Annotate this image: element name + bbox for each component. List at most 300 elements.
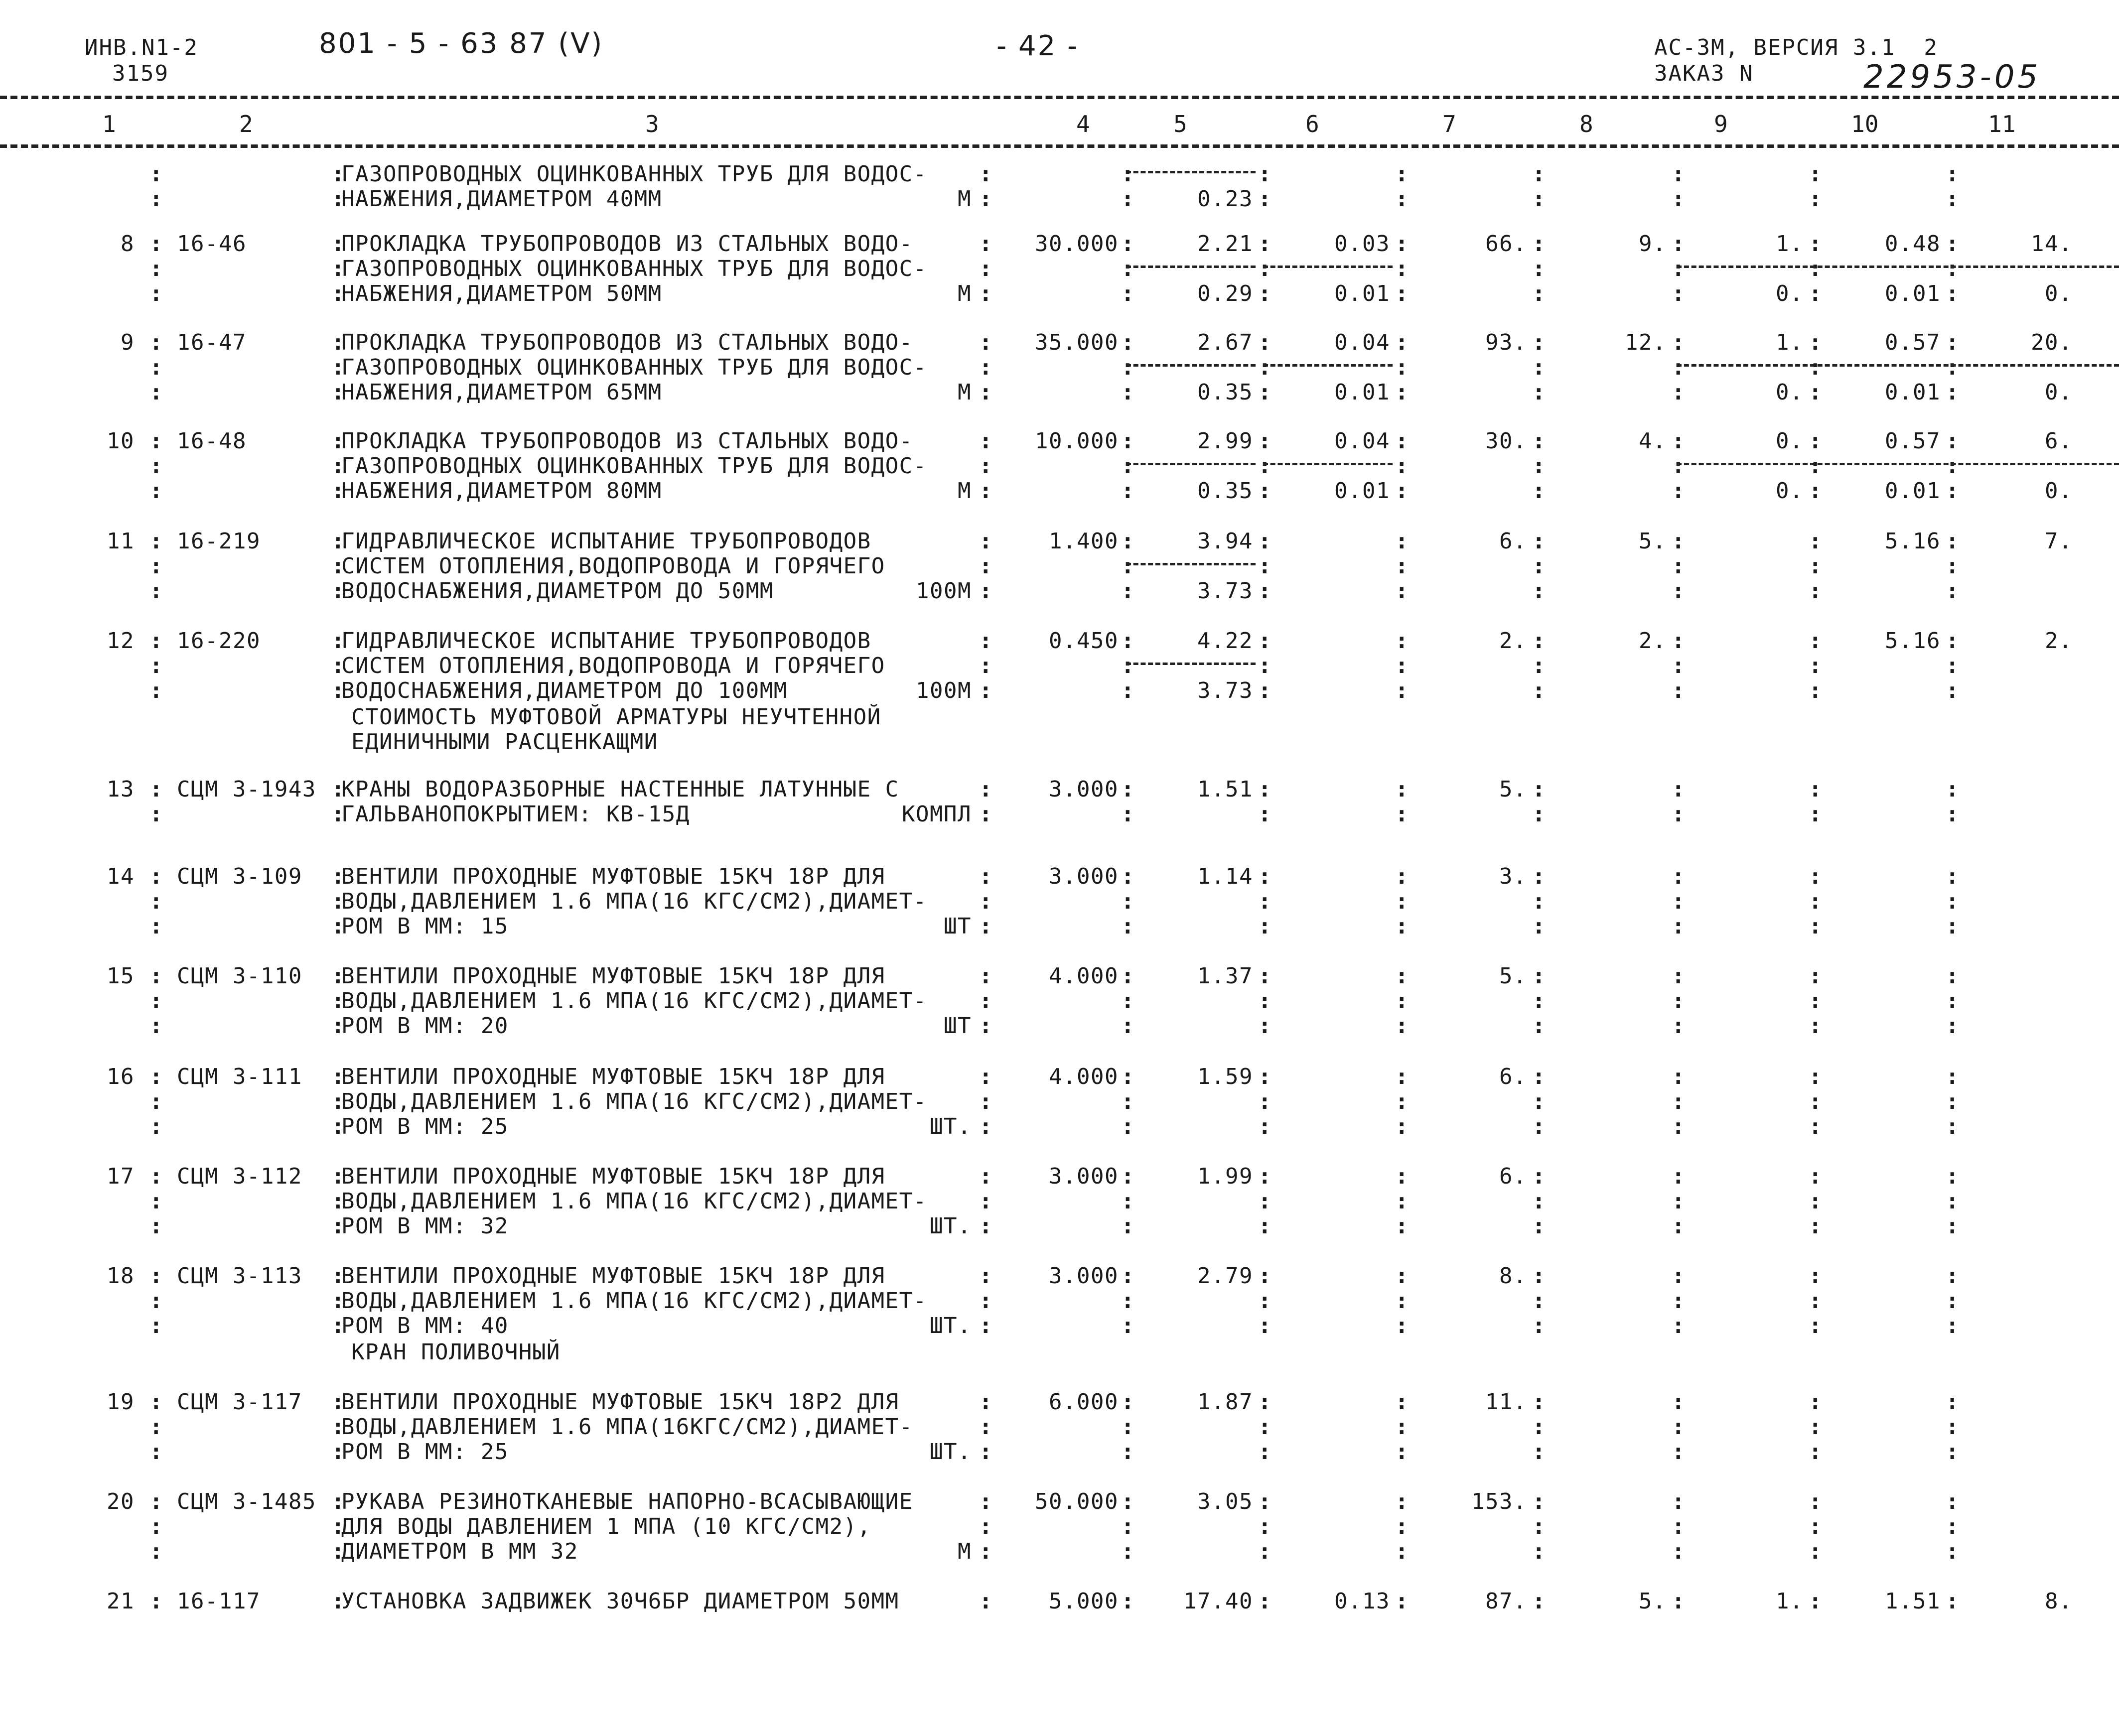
- row-description-line: ГАЗОПРОВОДНЫХ ОЦИНКОВАННЫХ ТРУБ ДЛЯ ВОДОС-: [341, 355, 927, 380]
- column-separator: :: [149, 914, 163, 939]
- row-c9b: 0.: [1776, 380, 1804, 405]
- column-separator: :: [979, 864, 992, 889]
- column-separator: :: [979, 1313, 992, 1338]
- column-separator: :: [1809, 553, 1822, 579]
- row-c7: 6.: [1499, 1164, 1527, 1189]
- column-separator: :: [1121, 1089, 1134, 1114]
- row-description-line: ВЕНТИЛИ ПРОХОДНЫЕ МУФТОВЫЕ 15КЧ 18Р ДЛЯ: [341, 864, 885, 889]
- row-number: 18: [107, 1263, 135, 1289]
- column-separator: :: [979, 801, 992, 827]
- column-separator: :: [1946, 628, 1959, 654]
- row-unit: ШТ.: [930, 1439, 972, 1465]
- order-number: 22953-05: [1863, 59, 2041, 96]
- row-c5: 1.59: [1197, 1064, 1253, 1089]
- column-separator: :: [1809, 1489, 1822, 1514]
- row-description-line: ГАЗОПРОВОДНЫХ ОЦИНКОВАННЫХ ТРУБ ДЛЯ ВОДОС-: [341, 161, 927, 187]
- column-separator: :: [979, 380, 992, 405]
- column-separator: :: [979, 889, 992, 914]
- col-6-header: 6: [1305, 111, 1319, 137]
- column-separator: :: [1258, 1064, 1271, 1089]
- row-c7: 153.: [1471, 1489, 1527, 1514]
- column-separator: :: [149, 281, 163, 306]
- row-c9b: 0.: [1776, 281, 1804, 306]
- column-separator: :: [331, 186, 345, 212]
- row-unit: М: [958, 380, 972, 405]
- column-separator: :: [1809, 678, 1822, 703]
- column-separator: :: [1809, 256, 1822, 281]
- column-separator: :: [331, 1589, 345, 1614]
- column-separator: :: [979, 186, 992, 212]
- section-note-line: КРАН ПОЛИВОЧНЫЙ: [351, 1339, 561, 1365]
- column-separator: :: [1946, 653, 1959, 678]
- column-separator: :: [1532, 553, 1546, 579]
- column-separator: :: [979, 988, 992, 1014]
- column-separator: :: [979, 1414, 992, 1440]
- column-separator: :: [1809, 1114, 1822, 1139]
- row-c6b: 0.01: [1334, 281, 1390, 306]
- column-separator: :: [331, 914, 345, 939]
- column-separator: :: [1121, 453, 1134, 479]
- row-unit: ШТ: [944, 914, 972, 939]
- column-separator: :: [1809, 1589, 1822, 1614]
- column-separator: :: [979, 161, 992, 187]
- row-c5: 1.14: [1197, 864, 1253, 889]
- column-separator: :: [1395, 330, 1409, 355]
- column-separator: :: [1946, 1189, 1959, 1214]
- row-c11: 8.: [2045, 1589, 2073, 1614]
- inventory-label: ИНВ.N1-2: [85, 35, 198, 60]
- column-separator: :: [1809, 1213, 1822, 1239]
- column-separator: :: [1946, 428, 1959, 454]
- column-separator: :: [1395, 1189, 1409, 1214]
- column-separator: :: [1258, 161, 1271, 187]
- column-separator: :: [1258, 889, 1271, 914]
- column-separator: :: [1258, 1013, 1271, 1039]
- column-separator: :: [1258, 628, 1271, 654]
- column-separator: :: [1121, 777, 1134, 802]
- column-separator: :: [1809, 428, 1822, 454]
- sub-divider: [1263, 364, 1393, 367]
- column-separator: :: [1672, 1288, 1685, 1314]
- col-8-header: 8: [1579, 111, 1593, 137]
- sub-divider: [1677, 364, 2119, 367]
- column-separator: :: [979, 777, 992, 802]
- column-separator: :: [331, 553, 345, 579]
- column-separator: :: [1809, 628, 1822, 654]
- column-separator: :: [1121, 963, 1134, 989]
- column-separator: :: [979, 231, 992, 257]
- column-separator: :: [1946, 453, 1959, 479]
- column-separator: :: [331, 1389, 345, 1415]
- column-separator: :: [149, 963, 163, 989]
- column-separator: :: [1809, 988, 1822, 1014]
- column-separator: :: [1258, 1288, 1271, 1314]
- column-separator: :: [979, 1514, 992, 1539]
- column-separator: :: [979, 1013, 992, 1039]
- column-separator: :: [1532, 678, 1546, 703]
- column-separator: :: [1946, 1013, 1959, 1039]
- column-separator: :: [1395, 428, 1409, 454]
- column-separator: :: [149, 1489, 163, 1514]
- column-separator: :: [1809, 1013, 1822, 1039]
- row-c7: 3.: [1499, 864, 1527, 889]
- column-separator: :: [1395, 1514, 1409, 1539]
- row-code: СЦМ 3-109: [177, 864, 302, 889]
- row-unit: М: [958, 1539, 972, 1564]
- header-divider-bottom: [0, 144, 2119, 148]
- row-c10b: 0.01: [1885, 380, 1941, 405]
- column-separator: :: [1258, 1514, 1271, 1539]
- column-separator: :: [1809, 529, 1822, 554]
- row-c9: 0.: [1776, 428, 1804, 454]
- sub-divider: [1263, 266, 1393, 268]
- column-separator: :: [1121, 1164, 1134, 1189]
- column-separator: :: [979, 1439, 992, 1465]
- row-description-line: КРАНЫ ВОДОРАЗБОРНЫЕ НАСТЕННЫЕ ЛАТУННЫЕ С: [341, 777, 899, 802]
- column-separator: :: [1672, 678, 1685, 703]
- column-separator: :: [1532, 1288, 1546, 1314]
- row-c9: 1.: [1776, 231, 1804, 257]
- column-separator: :: [149, 628, 163, 654]
- column-separator: :: [149, 453, 163, 479]
- row-description-line: ВЕНТИЛИ ПРОХОДНЫЕ МУФТОВЫЕ 15КЧ 18Р ДЛЯ: [341, 1064, 885, 1089]
- column-separator: :: [331, 1514, 345, 1539]
- column-separator: :: [1946, 1313, 1959, 1338]
- column-separator: :: [331, 1313, 345, 1338]
- row-description-line: СИСТЕМ ОТОПЛЕНИЯ,ВОДОПРОВОДА И ГОРЯЧЕГО: [341, 553, 885, 579]
- row-description-line: СИСТЕМ ОТОПЛЕНИЯ,ВОДОПРОВОДА И ГОРЯЧЕГО: [341, 653, 885, 678]
- column-separator: :: [979, 963, 992, 989]
- row-c4: 3.000: [1049, 1263, 1119, 1289]
- row-c10: 0.57: [1885, 428, 1941, 454]
- column-separator: :: [1946, 529, 1959, 554]
- column-separator: :: [1532, 380, 1546, 405]
- column-separator: :: [1258, 963, 1271, 989]
- row-number: 9: [121, 330, 135, 355]
- row-c8: 12.: [1625, 330, 1667, 355]
- column-separator: :: [331, 453, 345, 479]
- row-description-line: ВОДЫ,ДАВЛЕНИЕМ 1.6 МПА(16КГС/СМ2),ДИАМЕТ-: [341, 1414, 913, 1440]
- column-separator: :: [331, 256, 345, 281]
- column-separator: :: [1258, 1213, 1271, 1239]
- column-separator: :: [1121, 578, 1134, 604]
- sub-divider: [1126, 663, 1256, 665]
- column-separator: :: [331, 281, 345, 306]
- column-separator: :: [1258, 186, 1271, 212]
- column-separator: :: [1532, 988, 1546, 1014]
- row-code: 16-48: [177, 428, 247, 454]
- column-separator: :: [1121, 1589, 1134, 1614]
- column-separator: :: [331, 1189, 345, 1214]
- column-separator: :: [149, 578, 163, 604]
- row-c11b: 0.: [2045, 281, 2073, 306]
- column-separator: :: [1121, 1539, 1134, 1564]
- column-separator: :: [979, 678, 992, 703]
- column-separator: :: [149, 1263, 163, 1289]
- column-separator: :: [1946, 161, 1959, 187]
- column-separator: :: [1672, 330, 1685, 355]
- column-separator: :: [1121, 1114, 1134, 1139]
- column-separator: :: [1809, 578, 1822, 604]
- row-description-line: ГАЗОПРОВОДНЫХ ОЦИНКОВАННЫХ ТРУБ ДЛЯ ВОДОС-: [341, 256, 927, 281]
- column-separator: :: [149, 231, 163, 257]
- column-separator: :: [1672, 914, 1685, 939]
- column-separator: :: [1809, 1313, 1822, 1338]
- row-c8: 9.: [1639, 231, 1667, 257]
- column-separator: :: [1672, 1589, 1685, 1614]
- column-separator: :: [1121, 1514, 1134, 1539]
- column-separator: :: [1672, 1089, 1685, 1114]
- column-separator: :: [979, 1064, 992, 1089]
- column-separator: :: [1121, 1414, 1134, 1440]
- header-divider-top: [0, 96, 2119, 99]
- column-separator: :: [331, 161, 345, 187]
- row-description-line: ГИДРАВЛИЧЕСКОЕ ИСПЫТАНИЕ ТРУБОПРОВОДОВ: [341, 628, 871, 654]
- column-separator: :: [1258, 553, 1271, 579]
- column-separator: :: [1121, 281, 1134, 306]
- column-separator: :: [1258, 678, 1271, 703]
- row-number: 17: [107, 1164, 135, 1189]
- row-c7: 6.: [1499, 1064, 1527, 1089]
- column-separator: :: [331, 801, 345, 827]
- row-c4: 30.000: [1035, 231, 1119, 257]
- column-separator: :: [1809, 801, 1822, 827]
- row-description-line: НАБЖЕНИЯ,ДИАМЕТРОМ 50ММ: [341, 281, 662, 306]
- row-number: 20: [107, 1489, 135, 1514]
- column-separator: :: [149, 380, 163, 405]
- row-code: 16-117: [177, 1589, 261, 1614]
- row-c7: 30.: [1485, 428, 1527, 454]
- column-separator: :: [1532, 1414, 1546, 1440]
- column-separator: :: [1672, 963, 1685, 989]
- inventory-number: 3159: [112, 61, 169, 86]
- row-c9b: 0.: [1776, 478, 1804, 504]
- row-code: СЦМ 3-113: [177, 1263, 302, 1289]
- column-separator: :: [979, 1489, 992, 1514]
- column-separator: :: [1395, 161, 1409, 187]
- column-separator: :: [331, 1089, 345, 1114]
- column-separator: :: [1946, 1514, 1959, 1539]
- column-separator: :: [149, 889, 163, 914]
- column-separator: :: [149, 355, 163, 380]
- row-description-line: НАБЖЕНИЯ,ДИАМЕТРОМ 65ММ: [341, 380, 662, 405]
- column-separator: :: [1946, 1539, 1959, 1564]
- column-separator: :: [1121, 678, 1134, 703]
- row-c8: 5.: [1639, 1589, 1667, 1614]
- column-separator: :: [1532, 628, 1546, 654]
- column-separator: :: [979, 453, 992, 479]
- column-separator: :: [1946, 801, 1959, 827]
- column-separator: :: [331, 355, 345, 380]
- column-separator: :: [1258, 1114, 1271, 1139]
- column-separator: :: [1809, 1414, 1822, 1440]
- column-separator: :: [1258, 428, 1271, 454]
- column-separator: :: [979, 1288, 992, 1314]
- column-separator: :: [1532, 1439, 1546, 1465]
- column-separator: :: [1258, 1089, 1271, 1114]
- column-separator: :: [1809, 1263, 1822, 1289]
- column-separator: :: [1121, 231, 1134, 257]
- column-separator: :: [1258, 914, 1271, 939]
- column-separator: :: [1258, 1263, 1271, 1289]
- column-separator: :: [1121, 1439, 1134, 1465]
- row-c11b: 0.: [2045, 380, 2073, 405]
- row-c5: 3.05: [1197, 1489, 1253, 1514]
- column-separator: :: [1258, 578, 1271, 604]
- column-separator: :: [1946, 963, 1959, 989]
- column-separator: :: [1395, 1589, 1409, 1614]
- sub-divider: [1126, 364, 1256, 367]
- column-separator: :: [1395, 1414, 1409, 1440]
- column-separator: :: [1672, 186, 1685, 212]
- column-separator: :: [1395, 578, 1409, 604]
- column-separator: :: [1809, 963, 1822, 989]
- row-description-line: НАБЖЕНИЯ,ДИАМЕТРОМ 40ММ: [341, 186, 662, 212]
- column-separator: :: [149, 678, 163, 703]
- column-separator: :: [1395, 231, 1409, 257]
- column-separator: :: [979, 653, 992, 678]
- column-separator: :: [1121, 355, 1134, 380]
- column-separator: :: [1946, 1288, 1959, 1314]
- column-separator: :: [1672, 628, 1685, 654]
- column-separator: :: [1395, 653, 1409, 678]
- column-separator: :: [149, 801, 163, 827]
- column-separator: :: [149, 1439, 163, 1465]
- row-description-line: РОМ В ММ: 32: [341, 1213, 509, 1239]
- row-c5: 2.79: [1197, 1263, 1253, 1289]
- row-c10: 0.48: [1885, 231, 1941, 257]
- column-separator: :: [1532, 1013, 1546, 1039]
- column-separator: :: [1395, 1313, 1409, 1338]
- column-separator: :: [149, 256, 163, 281]
- column-separator: :: [331, 628, 345, 654]
- row-c4: 0.450: [1049, 628, 1119, 654]
- column-separator: :: [1532, 1213, 1546, 1239]
- column-separator: :: [1532, 231, 1546, 257]
- column-separator: :: [331, 1164, 345, 1189]
- column-separator: :: [1532, 453, 1546, 479]
- column-separator: :: [1258, 653, 1271, 678]
- column-separator: :: [1672, 1389, 1685, 1415]
- row-c11: 2.: [2045, 628, 2073, 654]
- column-separator: :: [1395, 1389, 1409, 1415]
- column-separator: :: [1121, 1189, 1134, 1214]
- col-2-header: 2: [239, 111, 253, 137]
- row-c5: 2.99: [1197, 428, 1253, 454]
- column-separator: :: [1672, 1439, 1685, 1465]
- column-separator: :: [1121, 256, 1134, 281]
- column-separator: :: [1121, 1489, 1134, 1514]
- column-separator: :: [1258, 478, 1271, 504]
- column-separator: :: [1121, 864, 1134, 889]
- column-separator: :: [1672, 1414, 1685, 1440]
- column-separator: :: [1672, 578, 1685, 604]
- sub-divider: [1126, 266, 1256, 268]
- column-separator: :: [979, 914, 992, 939]
- column-separator: :: [1395, 1089, 1409, 1114]
- column-separator: :: [979, 1089, 992, 1114]
- col-1-header: 1: [102, 111, 116, 137]
- column-separator: :: [1395, 988, 1409, 1014]
- column-separator: :: [149, 553, 163, 579]
- column-separator: :: [1946, 864, 1959, 889]
- row-c4: 6.000: [1049, 1389, 1119, 1415]
- column-separator: :: [1672, 355, 1685, 380]
- column-separator: :: [1809, 330, 1822, 355]
- column-separator: :: [1121, 1263, 1134, 1289]
- column-separator: :: [1946, 330, 1959, 355]
- row-code: СЦМ 3-1485: [177, 1489, 316, 1514]
- column-separator: :: [1672, 653, 1685, 678]
- column-separator: :: [331, 529, 345, 554]
- column-separator: :: [979, 256, 992, 281]
- column-separator: :: [1258, 330, 1271, 355]
- column-separator: :: [1395, 355, 1409, 380]
- row-c11: 20.: [2031, 330, 2073, 355]
- row-description-line: РОМ В ММ: 15: [341, 914, 509, 939]
- row-c4: 35.000: [1035, 330, 1119, 355]
- column-separator: :: [1395, 914, 1409, 939]
- column-separator: :: [331, 428, 345, 454]
- row-description-line: ВЕНТИЛИ ПРОХОДНЫЕ МУФТОВЫЕ 15КЧ 18Р ДЛЯ: [341, 963, 885, 989]
- column-separator: :: [1258, 1489, 1271, 1514]
- column-separator: :: [1395, 453, 1409, 479]
- row-c5: 2.21: [1197, 231, 1253, 257]
- column-separator: :: [1946, 380, 1959, 405]
- row-c5: 3.94: [1197, 529, 1253, 554]
- column-separator: :: [1946, 1414, 1959, 1440]
- column-separator: :: [1672, 256, 1685, 281]
- row-c5b: 3.73: [1197, 578, 1253, 604]
- row-unit: ШТ: [944, 1013, 972, 1039]
- software-version: АС-3М, ВЕРСИЯ 3.1 2: [1654, 35, 1938, 60]
- column-separator: :: [1946, 281, 1959, 306]
- row-description-line: РОМ В ММ: 25: [341, 1114, 509, 1139]
- row-description-line: ПРОКЛАДКА ТРУБОПРОВОДОВ ИЗ СТАЛЬНЫХ ВОДО-: [341, 428, 913, 454]
- column-separator: :: [1672, 281, 1685, 306]
- column-separator: :: [1395, 478, 1409, 504]
- column-separator: :: [1809, 453, 1822, 479]
- column-separator: :: [1532, 1539, 1546, 1564]
- column-separator: :: [1672, 529, 1685, 554]
- column-separator: :: [1395, 1439, 1409, 1465]
- column-separator: :: [1946, 478, 1959, 504]
- column-separator: :: [1121, 628, 1134, 654]
- column-separator: :: [1672, 1013, 1685, 1039]
- column-separator: :: [1946, 355, 1959, 380]
- col-3-header: 3: [645, 111, 659, 137]
- column-separator: :: [1395, 256, 1409, 281]
- row-c4: 5.000: [1049, 1589, 1119, 1614]
- column-separator: :: [1532, 1089, 1546, 1114]
- row-c8: 4.: [1639, 428, 1667, 454]
- row-description-line: РОМ В ММ: 20: [341, 1013, 509, 1039]
- col-7-header: 7: [1442, 111, 1456, 137]
- column-separator: :: [1809, 1539, 1822, 1564]
- column-separator: :: [1946, 889, 1959, 914]
- column-separator: :: [1809, 1089, 1822, 1114]
- col-9-header: 9: [1714, 111, 1728, 137]
- row-c5: 1.51: [1197, 777, 1253, 802]
- column-separator: :: [331, 578, 345, 604]
- row-c4: 50.000: [1035, 1489, 1119, 1514]
- order-label: ЗАКАЗ N: [1654, 61, 1754, 86]
- column-separator: :: [1809, 161, 1822, 187]
- row-c7: 5.: [1499, 777, 1527, 802]
- row-code: СЦМ 3-111: [177, 1064, 302, 1089]
- row-c7: 11.: [1485, 1389, 1527, 1415]
- column-separator: :: [1532, 256, 1546, 281]
